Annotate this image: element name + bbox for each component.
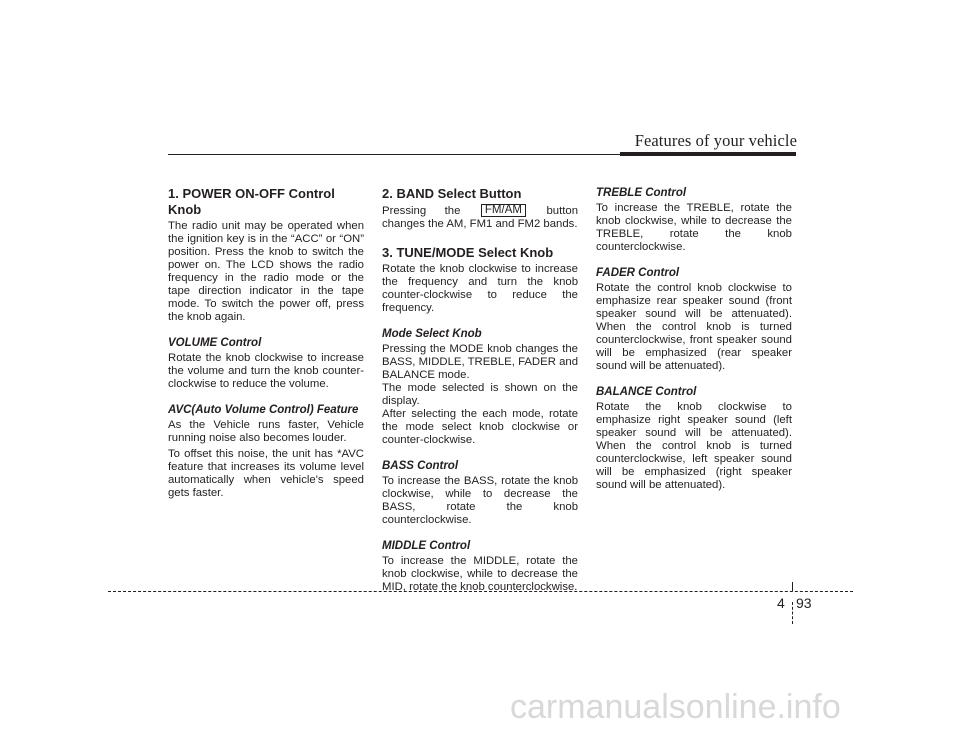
section-heading-power: 1. POWER ON-OFF Control Knob <box>168 186 335 217</box>
subheading-balance: BALANCE Control <box>596 386 697 398</box>
subheading-middle: MIDDLE Control <box>382 540 471 552</box>
footer-rule <box>108 591 853 592</box>
chapter-number: 4 <box>777 595 785 611</box>
paragraph-mode-1: Pressing the MODE knob changes the BASS, MIDDLE, TREBLE, FADER and BALANCE mode. <box>382 343 578 381</box>
page-number: 93 <box>796 595 812 611</box>
column-2 <box>382 186 578 594</box>
section-heading-tune: 3. TUNE/MODE Select Knob <box>382 245 554 260</box>
header-rule-accent <box>620 152 796 156</box>
fm-am-button-symbol: FM/AM <box>481 204 526 217</box>
section-heading-band: 2. BAND Select Button <box>382 186 522 201</box>
paragraph-bass: To increase the BASS, rotate the knob clockwise, while to decrease the BASS, rotate the knob counterclockwise. <box>382 475 578 526</box>
paragraph-middle: To increase the MIDDLE, rotate the knob clockwise, while to decrease the MID, rotate the knob counterclockwise. <box>382 555 578 593</box>
band-text-before: Pressing the <box>382 205 461 217</box>
column-1 <box>168 186 364 500</box>
column-3 <box>596 186 792 492</box>
paragraph-mode-3: After selecting the each mode, rotate the mode select knob clockwise or counter-clockwise. <box>382 408 578 446</box>
paragraph-mode-2: The mode selected is shown on the display. <box>382 382 578 407</box>
header-title: Features of your vehicle <box>634 131 797 150</box>
paragraph-volume: Rotate the knob clockwise to increase the volume and turn the knob counter-clockwise to reduce the volume. <box>168 352 364 390</box>
subheading-bass: BASS Control <box>382 460 459 472</box>
paragraph-avc-1: As the Vehicle runs faster, Vehicle running noise also becomes louder. <box>168 419 364 444</box>
paragraph-band <box>382 204 578 231</box>
paragraph-fader: Rotate the control knob clockwise to emphasize rear speaker sound (front speaker sound will be attenuated). When the control knob is turned counterclockwise, front speaker sound will be emphasized (rear speaker sound will be attenuated). <box>596 282 792 372</box>
paragraph-avc-2: To offset this noise, the unit has *AVC feature that increases its volume level automatically when vehicle's speed gets faster. <box>168 448 364 499</box>
header-rule <box>168 154 620 155</box>
paragraph-tune: Rotate the knob clockwise to increase the frequency and turn the knob counter-clockwise to reduce the frequency. <box>382 263 578 314</box>
subheading-avc: AVC(Auto Volume Control) Feature <box>168 404 359 416</box>
footer-divider-bottom <box>792 602 793 624</box>
subheading-fader: FADER Control <box>596 267 680 279</box>
watermark: carmanualsonline.info <box>510 688 841 726</box>
band-text-after: button changes the AM, FM1 and FM2 bands. <box>382 205 579 230</box>
paragraph-balance: Rotate the knob clockwise to emphasize right speaker sound (left speaker sound will be attenuated). When the control knob is turned counterclockwise, left speaker sound will be emphasized (right speaker sound will be attenuated). <box>596 401 792 491</box>
subheading-treble: TREBLE Control <box>596 187 687 199</box>
paragraph-treble: To increase the TREBLE, rotate the knob clockwise, while to decrease the TREBLE, rotate the knob counterclockwise. <box>596 202 792 253</box>
subheading-volume: VOLUME Control <box>168 337 262 349</box>
footer-divider-top <box>792 582 793 591</box>
subheading-mode: Mode Select Knob <box>382 328 482 340</box>
paragraph-power: The radio unit may be operated when the ignition key is in the “ACC” or “ON” position. Press the knob to switch the power on. The LCD shows the radio frequency in the radio mode or the tape direction indicator in the tape mode. To switch the power off, press the knob again. <box>168 220 364 323</box>
